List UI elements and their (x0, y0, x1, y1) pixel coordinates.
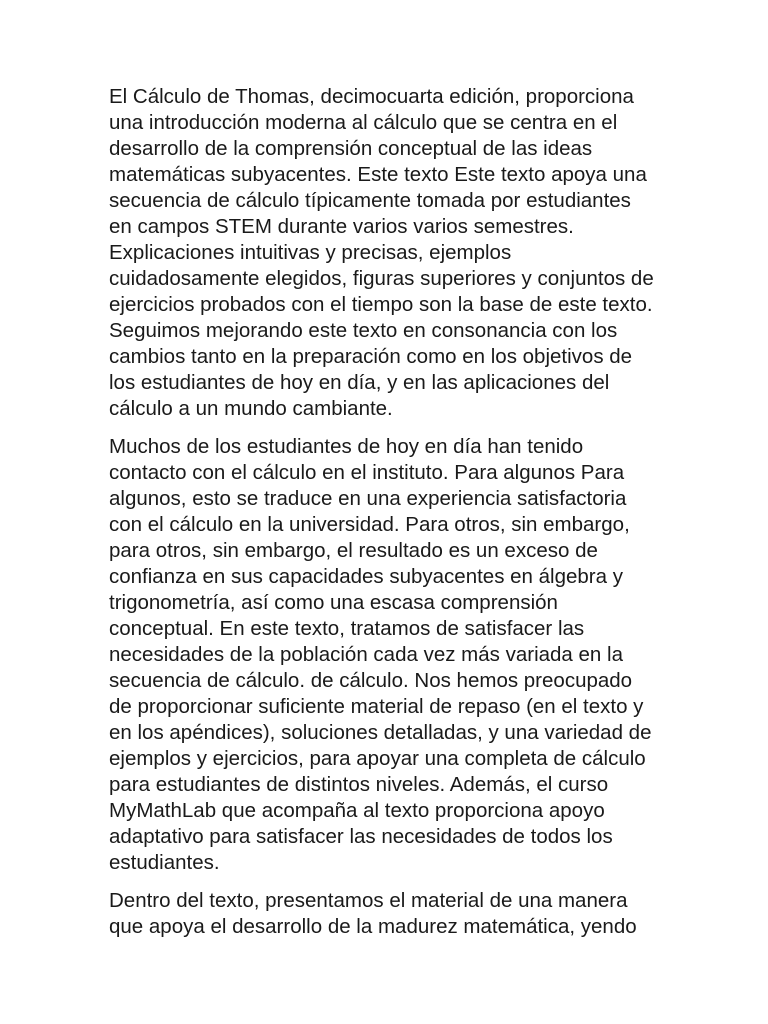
text-line: adaptativo para satisfacer las necesidades de todos los (109, 825, 613, 848)
text-line: en campos STEM durante varios varios semestres. (109, 215, 574, 238)
text-line: Dentro del texto, presentamos el material de una manera (109, 889, 628, 912)
text-line: secuencia de cálculo típicamente tomada por estudiantes (109, 189, 631, 212)
text-line: contacto con el cálculo en el instituto. Para algunos Para (109, 461, 625, 484)
text-line: secuencia de cálculo. de cálculo. Nos hemos preocupado (109, 669, 633, 692)
text-line: Seguimos mejorando este texto en consonancia con los (109, 319, 618, 342)
text-line: con el cálculo en la universidad. Para otros, sin embargo, (109, 513, 630, 536)
text-line: Explicaciones intuitivas y precisas, ejemplos (109, 241, 512, 264)
text-line: trigonometría, así como una escasa comprensión (109, 591, 558, 614)
paragraph-1 (109, 84, 669, 422)
text-line: cuidadosamente elegidos, figuras superiores y conjuntos de (109, 267, 654, 290)
text-line: desarrollo de la comprensión conceptual de las ideas (109, 137, 593, 160)
text-line: en los apéndices), soluciones detalladas, y una variedad de (109, 721, 652, 744)
text-line: matemáticas subyacentes. Este texto Este texto apoya una (109, 163, 647, 186)
text-line: El Cálculo de Thomas, decimocuarta edición, proporciona (109, 85, 634, 108)
text-line: ejemplos y ejercicios, para apoyar una completa de cálculo (109, 747, 646, 770)
paragraph-3 (109, 888, 669, 940)
text-line: necesidades de la población cada vez más variada en la (109, 643, 623, 666)
text-line: ejercicios probados con el tiempo son la base de este texto. (109, 293, 653, 316)
text-line: algunos, esto se traduce en una experiencia satisfactoria (109, 487, 627, 510)
text-line: para otros, sin embargo, el resultado es un exceso de (109, 539, 598, 562)
text-line: confianza en sus capacidades subyacentes en álgebra y (109, 565, 623, 588)
text-line: MyMathLab que acompaña al texto proporciona apoyo (109, 799, 605, 822)
text-line: para estudiantes de distintos niveles. Además, el curso (109, 773, 609, 796)
text-line: los estudiantes de hoy en día, y en las aplicaciones del (109, 371, 610, 394)
text-line: Muchos de los estudiantes de hoy en día han tenido (109, 435, 584, 458)
text-line: cambios tanto en la preparación como en los objetivos de (109, 345, 633, 368)
text-line: cálculo a un mundo cambiante. (109, 397, 393, 420)
text-line: de proporcionar suficiente material de repaso (en el texto y (109, 695, 644, 718)
text-line: que apoya el desarrollo de la madurez matemática, yendo (109, 915, 637, 938)
text-line: estudiantes. (109, 851, 220, 874)
paragraph-2 (109, 434, 669, 876)
document-body (109, 84, 669, 952)
text-line: conceptual. En este texto, tratamos de satisfacer las (109, 617, 585, 640)
text-line: una introducción moderna al cálculo que se centra en el (109, 111, 618, 134)
